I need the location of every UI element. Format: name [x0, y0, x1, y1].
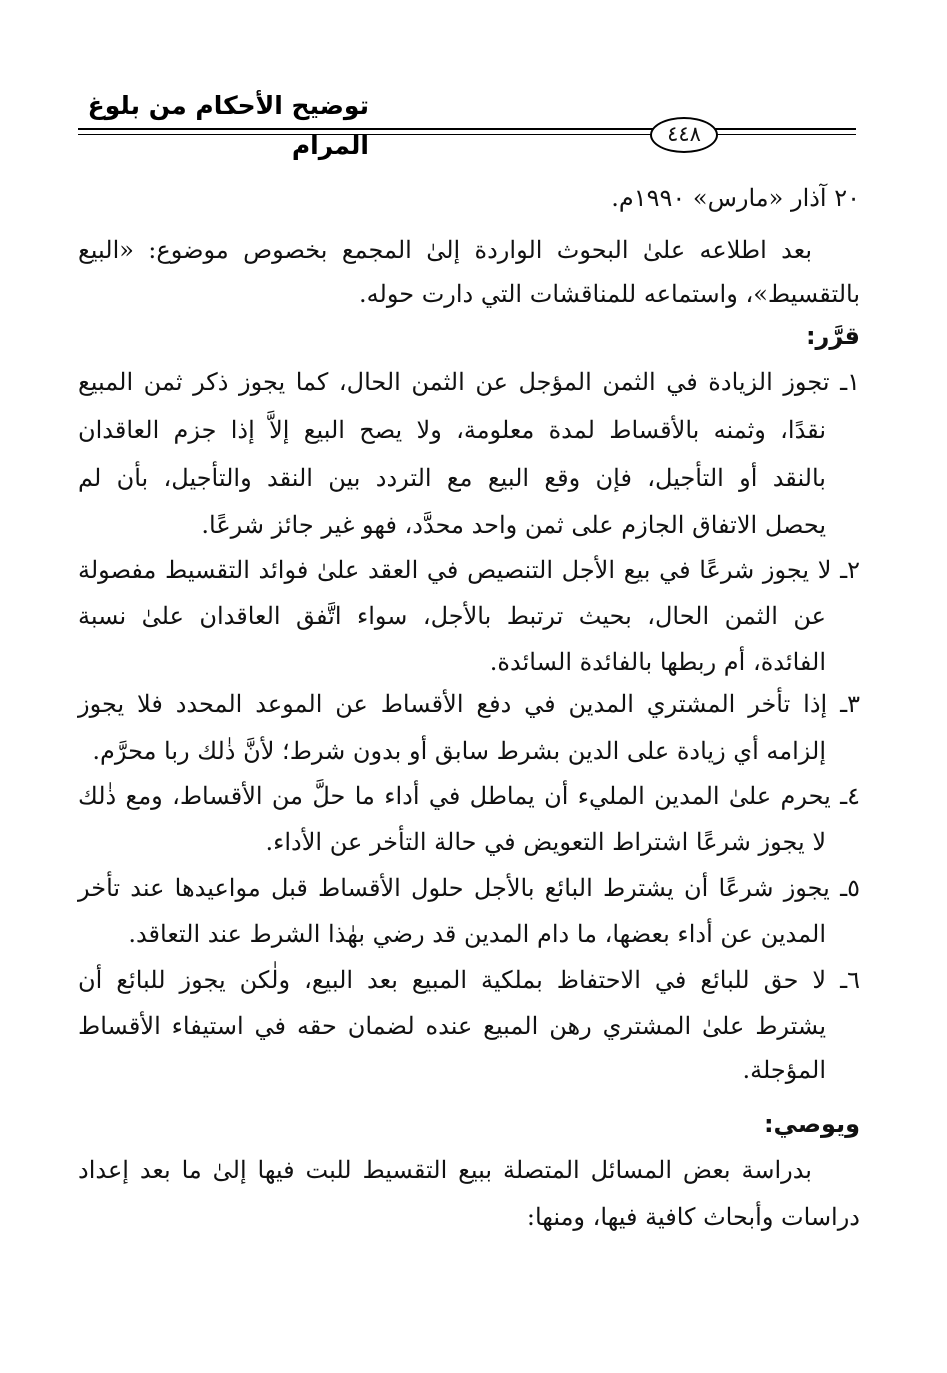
resolution-5-line-2: المدين عن أداء بعضها، ما دام المدين قد رضي بهٰذا الشرط عند التعاقد.	[128, 920, 826, 948]
date-line: ٢٠ آذار «مارس» ١٩٩٠م.	[611, 184, 860, 212]
resolution-4-line-2: لا يجوز شرعًا اشتراط التعويض في حالة التأخر عن الأداء.	[265, 828, 826, 856]
resolution-3-line-2: إلزامه أي زيادة على الدين بشرط سابق أو بدون شرط؛ لأنَّ ذٰلك ربا محرَّم.	[92, 737, 826, 765]
recommends-label: ويوصي:	[763, 1110, 860, 1138]
resolution-5-line-1: ٥ـ يجوز شرعًا أن يشترط البائع بالأجل حلول الأقساط قبل مواعيدها عند تأخر	[78, 874, 860, 902]
recommendation-line-1: بدراسة بعض المسائل المتصلة ببيع التقسيط للبت فيها إلىٰ ما بعد إعداد	[78, 1156, 812, 1184]
recommendation-line-2: دراسات وأبحاث كافية فيها، ومنها:	[526, 1203, 860, 1231]
resolution-6-line-1: ٦ـ لا حق للبائع في الاحتفاظ بملكية المبيع بعد البيع، ولٰكن يجوز للبائع أن	[78, 966, 861, 994]
running-title: توضيح الأحكام من بلوغ المرام	[87, 91, 369, 160]
resolution-1-line-3: بالنقد أو التأجيل، فإن وقع البيع مع التردد بين النقد والتأجيل، بأن لم	[78, 464, 826, 492]
resolution-2-line-2: عن الثمن الحال، بحيث ترتبط بالأجل، سواء اتَّفق العاقدان علىٰ نسبة	[78, 602, 826, 630]
decided-label: قرَّر:	[805, 322, 860, 350]
resolution-3-line-1: ٣ـ إذا تأخر المشتري المدين في دفع الأقساط عن الموعد المحدد فلا يجوز	[78, 690, 860, 718]
resolution-6-line-3: المؤجلة.	[742, 1056, 826, 1084]
resolution-1-line-1: ١ـ تجوز الزيادة في الثمن المؤجل عن الثمن الحال، كما يجوز ذكر ثمن المبيع	[78, 368, 860, 396]
resolution-1-line-4: يحصل الاتفاق الجازم على ثمن واحد محدَّد، فهو غير جائز شرعًا.	[201, 511, 826, 539]
resolution-2-line-3: الفائدة، أم ربطها بالفائدة السائدة.	[489, 648, 826, 676]
page-body	[78, 0, 860, 1373]
resolution-4-line-1: ٤ـ يحرم علىٰ المدين المليء أن يماطل في أداء ما حلَّ من الأقساط، ومع ذٰلك	[78, 782, 860, 810]
resolution-2-line-1: ٢ـ لا يجوز شرعًا في بيع الأجل التنصيص في العقد علىٰ فوائد التقسيط مفصولة	[78, 556, 860, 584]
intro-line-1: بعد اطلاعه علىٰ البحوث الواردة إلىٰ المجمع بخصوص موضوع: «البيع	[78, 236, 812, 264]
resolution-1-line-2: نقدًا، وثمنه بالأقساط لمدة معلومة، ولا يصح البيع إلاَّ إذا جزم العاقدان	[78, 416, 826, 444]
resolution-6-line-2: يشترط علىٰ المشتري رهن المبيع عنده لضمان حقه في استيفاء الأقساط	[78, 1012, 826, 1040]
intro-line-2: بالتقسيط»، واستماعه للمناقشات التي دارت حوله.	[359, 280, 860, 308]
page-number: ٤٤٨	[650, 117, 718, 153]
